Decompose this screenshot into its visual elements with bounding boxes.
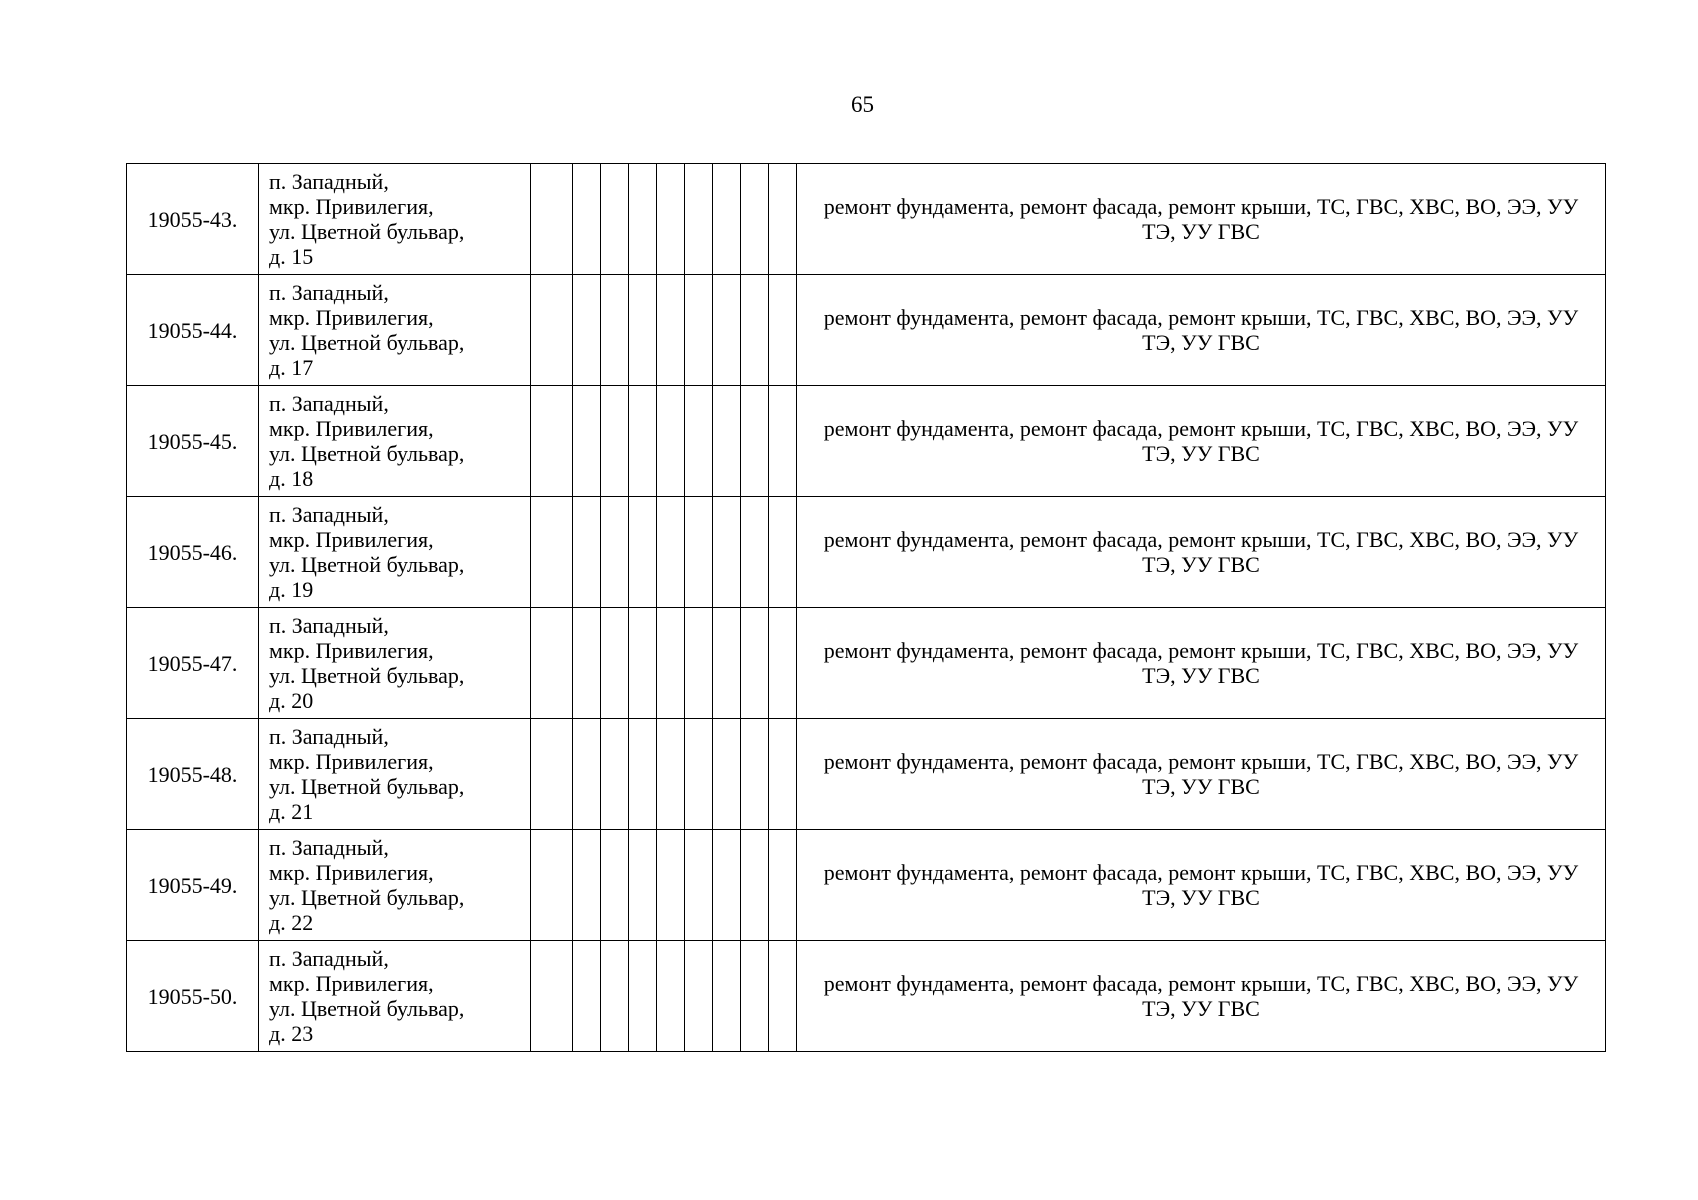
- table-row: [127, 497, 1606, 608]
- row-address: [259, 497, 531, 608]
- empty-cell: [629, 386, 657, 497]
- row-code: 19055-50.: [127, 941, 259, 1052]
- table-row: [127, 386, 1606, 497]
- row-code: 19055-46.: [127, 497, 259, 608]
- row-works: ремонт фундамента, ремонт фасада, ремонт крыши, ТС, ГВС, ХВС, ВО, ЭЭ, УУ ТЭ, УУ ГВС: [797, 497, 1606, 608]
- address-line: д. 15: [269, 244, 314, 269]
- empty-cell: [769, 386, 797, 497]
- address-line: д. 19: [269, 577, 314, 602]
- empty-cell: [685, 719, 713, 830]
- row-address: [259, 830, 531, 941]
- empty-cell: [531, 719, 573, 830]
- table-body: [127, 164, 1606, 1052]
- address-line: п. Западный,: [269, 946, 389, 971]
- address-line: д. 20: [269, 688, 314, 713]
- row-works: ремонт фундамента, ремонт фасада, ремонт крыши, ТС, ГВС, ХВС, ВО, ЭЭ, УУ ТЭ, УУ ГВС: [797, 386, 1606, 497]
- table-row: [127, 830, 1606, 941]
- empty-cell: [629, 830, 657, 941]
- empty-cell: [685, 386, 713, 497]
- address-line: ул. Цветной бульвар,: [269, 885, 465, 910]
- row-address: [259, 164, 531, 275]
- row-works: ремонт фундамента, ремонт фасада, ремонт крыши, ТС, ГВС, ХВС, ВО, ЭЭ, УУ ТЭ, УУ ГВС: [797, 941, 1606, 1052]
- empty-cell: [685, 608, 713, 719]
- empty-cell: [601, 386, 629, 497]
- address-line: мкр. Привилегия,: [269, 416, 434, 441]
- empty-cell: [657, 608, 685, 719]
- empty-cell: [601, 497, 629, 608]
- empty-cell: [531, 941, 573, 1052]
- empty-cell: [531, 830, 573, 941]
- empty-cell: [769, 941, 797, 1052]
- address-line: мкр. Привилегия,: [269, 749, 434, 774]
- empty-cell: [601, 275, 629, 386]
- empty-cell: [713, 830, 741, 941]
- row-code: 19055-45.: [127, 386, 259, 497]
- empty-cell: [741, 830, 769, 941]
- address-line: д. 23: [269, 1021, 314, 1046]
- address-line: д. 21: [269, 799, 314, 824]
- empty-cell: [713, 386, 741, 497]
- empty-cell: [657, 830, 685, 941]
- address-line: ул. Цветной бульвар,: [269, 219, 465, 244]
- empty-cell: [573, 497, 601, 608]
- row-code: 19055-48.: [127, 719, 259, 830]
- empty-cell: [685, 497, 713, 608]
- empty-cell: [629, 608, 657, 719]
- empty-cell: [657, 941, 685, 1052]
- empty-cell: [685, 275, 713, 386]
- empty-cell: [769, 164, 797, 275]
- empty-cell: [741, 164, 769, 275]
- empty-cell: [769, 275, 797, 386]
- address-line: д. 17: [269, 355, 314, 380]
- empty-cell: [573, 164, 601, 275]
- table-row: [127, 608, 1606, 719]
- empty-cell: [601, 164, 629, 275]
- empty-cell: [629, 275, 657, 386]
- row-address: [259, 941, 531, 1052]
- empty-cell: [685, 164, 713, 275]
- empty-cell: [657, 164, 685, 275]
- table-row: [127, 275, 1606, 386]
- empty-cell: [601, 719, 629, 830]
- empty-cell: [713, 941, 741, 1052]
- empty-cell: [769, 830, 797, 941]
- empty-cell: [769, 608, 797, 719]
- empty-cell: [685, 830, 713, 941]
- table-row: [127, 941, 1606, 1052]
- address-line: ул. Цветной бульвар,: [269, 663, 465, 688]
- row-code: 19055-47.: [127, 608, 259, 719]
- address-line: мкр. Привилегия,: [269, 527, 434, 552]
- row-address: [259, 719, 531, 830]
- address-line: ул. Цветной бульвар,: [269, 552, 465, 577]
- empty-cell: [657, 719, 685, 830]
- address-line: д. 18: [269, 466, 314, 491]
- address-line: мкр. Привилегия,: [269, 971, 434, 996]
- empty-cell: [573, 941, 601, 1052]
- empty-cell: [713, 497, 741, 608]
- empty-cell: [531, 608, 573, 719]
- empty-cell: [531, 275, 573, 386]
- page-number: 65: [851, 92, 874, 117]
- empty-cell: [573, 719, 601, 830]
- address-line: мкр. Привилегия,: [269, 305, 434, 330]
- empty-cell: [531, 386, 573, 497]
- address-line: ул. Цветной бульвар,: [269, 774, 465, 799]
- empty-cell: [741, 941, 769, 1052]
- address-line: ул. Цветной бульвар,: [269, 330, 465, 355]
- empty-cell: [601, 608, 629, 719]
- empty-cell: [741, 275, 769, 386]
- row-works: ремонт фундамента, ремонт фасада, ремонт крыши, ТС, ГВС, ХВС, ВО, ЭЭ, УУ ТЭ, УУ ГВС: [797, 719, 1606, 830]
- address-line: п. Западный,: [269, 613, 389, 638]
- empty-cell: [713, 608, 741, 719]
- empty-cell: [685, 941, 713, 1052]
- address-line: д. 22: [269, 910, 314, 935]
- address-line: ул. Цветной бульвар,: [269, 996, 465, 1021]
- row-address: [259, 386, 531, 497]
- empty-cell: [657, 386, 685, 497]
- address-line: п. Западный,: [269, 280, 389, 305]
- empty-cell: [573, 275, 601, 386]
- address-line: ул. Цветной бульвар,: [269, 441, 465, 466]
- empty-cell: [741, 719, 769, 830]
- row-works: ремонт фундамента, ремонт фасада, ремонт крыши, ТС, ГВС, ХВС, ВО, ЭЭ, УУ ТЭ, УУ ГВС: [797, 608, 1606, 719]
- empty-cell: [657, 497, 685, 608]
- empty-cell: [769, 497, 797, 608]
- address-line: п. Западный,: [269, 835, 389, 860]
- table-row: [127, 164, 1606, 275]
- empty-cell: [573, 386, 601, 497]
- address-line: мкр. Привилегия,: [269, 860, 434, 885]
- address-line: п. Западный,: [269, 724, 389, 749]
- empty-cell: [769, 719, 797, 830]
- empty-cell: [741, 497, 769, 608]
- row-works: ремонт фундамента, ремонт фасада, ремонт крыши, ТС, ГВС, ХВС, ВО, ЭЭ, УУ ТЭ, УУ ГВС: [797, 164, 1606, 275]
- row-works: ремонт фундамента, ремонт фасада, ремонт крыши, ТС, ГВС, ХВС, ВО, ЭЭ, УУ ТЭ, УУ ГВС: [797, 830, 1606, 941]
- empty-cell: [629, 719, 657, 830]
- works-table: [126, 163, 1606, 1052]
- row-code: 19055-43.: [127, 164, 259, 275]
- empty-cell: [531, 497, 573, 608]
- address-line: п. Западный,: [269, 169, 389, 194]
- empty-cell: [629, 164, 657, 275]
- address-line: п. Западный,: [269, 502, 389, 527]
- empty-cell: [601, 941, 629, 1052]
- empty-cell: [713, 164, 741, 275]
- empty-cell: [629, 941, 657, 1052]
- empty-cell: [531, 164, 573, 275]
- address-line: мкр. Привилегия,: [269, 194, 434, 219]
- empty-cell: [629, 497, 657, 608]
- row-code: 19055-44.: [127, 275, 259, 386]
- empty-cell: [741, 608, 769, 719]
- row-works: ремонт фундамента, ремонт фасада, ремонт крыши, ТС, ГВС, ХВС, ВО, ЭЭ, УУ ТЭ, УУ ГВС: [797, 275, 1606, 386]
- empty-cell: [573, 608, 601, 719]
- row-address: [259, 608, 531, 719]
- address-line: п. Западный,: [269, 391, 389, 416]
- address-line: мкр. Привилегия,: [269, 638, 434, 663]
- empty-cell: [713, 719, 741, 830]
- empty-cell: [741, 386, 769, 497]
- row-code: 19055-49.: [127, 830, 259, 941]
- row-address: [259, 275, 531, 386]
- table-row: [127, 719, 1606, 830]
- empty-cell: [657, 275, 685, 386]
- empty-cell: [713, 275, 741, 386]
- empty-cell: [573, 830, 601, 941]
- empty-cell: [601, 830, 629, 941]
